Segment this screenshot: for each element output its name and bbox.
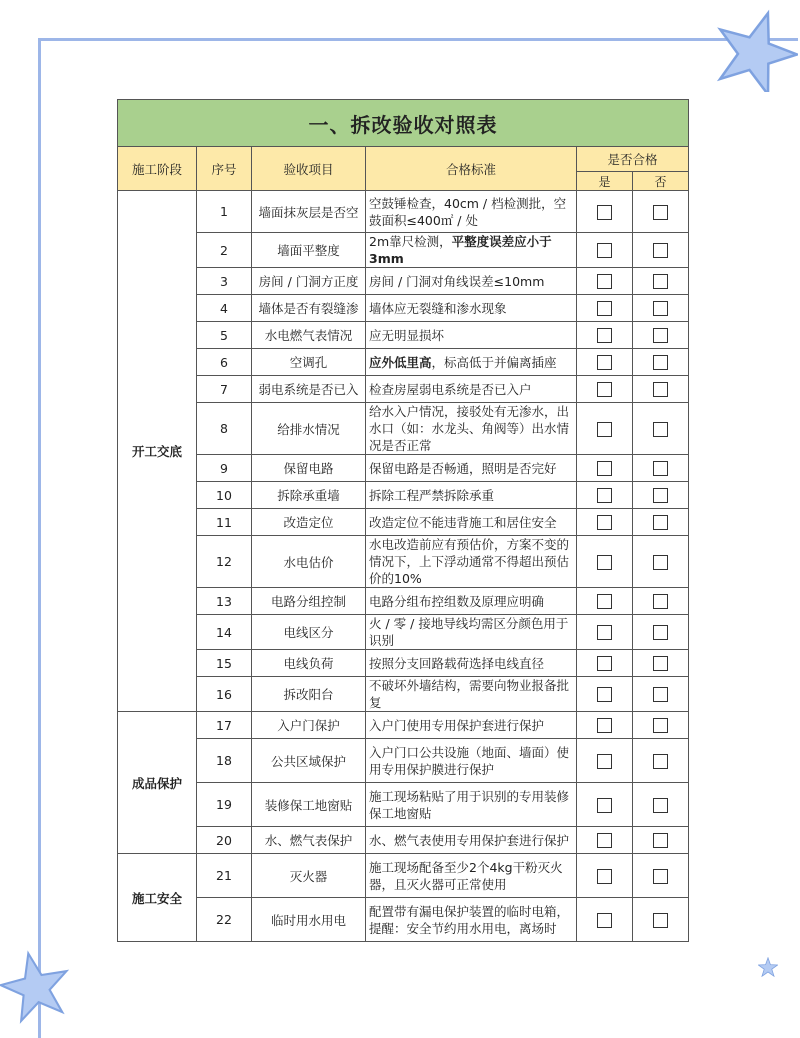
row-item: 水电估价 — [252, 536, 366, 588]
standard-text: 不破坏外墙结构，需要向物业报备批复 — [369, 678, 570, 710]
checkbox-no[interactable] — [653, 515, 668, 530]
table-row — [118, 376, 689, 403]
checkbox-yes[interactable] — [597, 243, 612, 258]
row-item: 墙体是否有裂缝渗 — [252, 295, 366, 322]
checkbox-yes[interactable] — [597, 355, 612, 370]
row-standard — [366, 827, 577, 854]
row-standard — [366, 455, 577, 482]
qualified-no-cell — [633, 650, 689, 677]
star-icon — [0, 945, 70, 1025]
qualified-no-cell — [633, 615, 689, 650]
star-icon — [758, 957, 778, 977]
qualified-yes-cell — [577, 233, 633, 268]
checkbox-yes[interactable] — [597, 754, 612, 769]
row-item: 水电燃气表情况 — [252, 322, 366, 349]
checkbox-yes[interactable] — [597, 625, 612, 640]
qualified-no-cell — [633, 854, 689, 898]
standard-text: 空鼓锤检查，40cm / 档检测批，空鼓面积≤400㎡ / 处 — [369, 195, 567, 228]
qualified-yes-cell — [577, 376, 633, 403]
checkbox-yes[interactable] — [597, 488, 612, 503]
table-row — [118, 268, 689, 295]
row-item: 临时用水用电 — [252, 898, 366, 942]
checkbox-yes[interactable] — [597, 205, 612, 220]
standard-text: 配置带有漏电保护装置的临时电箱，提醒：安全节约用水用电，离场时 — [369, 903, 570, 936]
row-standard — [366, 650, 577, 677]
qualified-yes-cell — [577, 677, 633, 712]
checkbox-no[interactable] — [653, 594, 668, 609]
table-row — [118, 898, 689, 942]
standard-text: 2m靠尺检测， — [369, 234, 452, 249]
standard-text: 应无明显损坏 — [369, 327, 445, 343]
qualified-yes-cell — [577, 615, 633, 650]
checkbox-no[interactable] — [653, 913, 668, 928]
table-title: 一、拆改验收对照表 — [118, 100, 689, 147]
standard-text: 施工现场配备至少2个4kg干粉灭火器，且灭火器可正常使用 — [369, 859, 563, 892]
standard-text: 按照分支回路载荷选择电线直径 — [369, 655, 545, 671]
row-item: 房间 / 门洞方正度 — [252, 268, 366, 295]
row-item: 电路分组控制 — [252, 588, 366, 615]
row-item: 入户门保护 — [252, 712, 366, 739]
qualified-no-cell — [633, 509, 689, 536]
row-number: 9 — [197, 455, 252, 482]
row-item: 公共区域保护 — [252, 739, 366, 783]
row-item: 灭火器 — [252, 854, 366, 898]
stage-cell: 成品保护 — [118, 712, 197, 854]
checkbox-no[interactable] — [653, 382, 668, 397]
row-number: 11 — [197, 509, 252, 536]
checkbox-yes[interactable] — [597, 328, 612, 343]
table-row — [118, 349, 689, 376]
checkbox-no[interactable] — [653, 301, 668, 316]
row-number: 10 — [197, 482, 252, 509]
checkbox-yes[interactable] — [597, 869, 612, 884]
qualified-yes-cell — [577, 650, 633, 677]
row-item: 弱电系统是否已入 — [252, 376, 366, 403]
checkbox-no[interactable] — [653, 274, 668, 289]
checkbox-yes[interactable] — [597, 274, 612, 289]
checkbox-no[interactable] — [653, 205, 668, 220]
standard-text: 墙体应无裂缝和渗水现象 — [369, 300, 507, 316]
row-standard — [366, 376, 577, 403]
row-number: 22 — [197, 898, 252, 942]
checkbox-no[interactable] — [653, 461, 668, 476]
checkbox-yes[interactable] — [597, 515, 612, 530]
row-number: 12 — [197, 536, 252, 588]
checkbox-yes[interactable] — [597, 422, 612, 437]
header-number: 序号 — [197, 147, 252, 191]
table-row — [118, 783, 689, 827]
checkbox-yes[interactable] — [597, 382, 612, 397]
row-standard — [366, 322, 577, 349]
table-row — [118, 295, 689, 322]
row-standard — [366, 295, 577, 322]
qualified-no-cell — [633, 191, 689, 233]
table-row — [118, 712, 689, 739]
row-standard — [366, 403, 577, 455]
qualified-no-cell — [633, 322, 689, 349]
checkbox-no[interactable] — [653, 833, 668, 848]
standard-text: 火 / 零 / 接地导线均需区分颜色用于识别 — [369, 616, 569, 648]
qualified-no-cell — [633, 783, 689, 827]
row-standard — [366, 536, 577, 588]
qualified-yes-cell — [577, 455, 633, 482]
standard-text: 检查房屋弱电系统是否已入户 — [369, 381, 532, 397]
qualified-no-cell — [633, 349, 689, 376]
qualified-no-cell — [633, 376, 689, 403]
header-item: 验收项目 — [252, 147, 366, 191]
table-row — [118, 322, 689, 349]
checkbox-no[interactable] — [653, 422, 668, 437]
star-icon — [714, 8, 798, 92]
checkbox-yes[interactable] — [597, 461, 612, 476]
qualified-yes-cell — [577, 739, 633, 783]
stage-cell: 施工安全 — [118, 854, 197, 942]
qualified-yes-cell — [577, 349, 633, 376]
checkbox-yes[interactable] — [597, 913, 612, 928]
table-row — [118, 536, 689, 588]
row-standard — [366, 677, 577, 712]
qualified-no-cell — [633, 712, 689, 739]
row-number: 5 — [197, 322, 252, 349]
standard-text: 水、燃气表使用专用保护套进行保护 — [369, 832, 570, 848]
standard-text: 入户门口公共设施（地面、墙面）使用专用保护膜进行保护 — [369, 744, 570, 777]
qualified-no-cell — [633, 233, 689, 268]
row-item: 水、燃气表保护 — [252, 827, 366, 854]
table-row — [118, 191, 689, 233]
row-standard — [366, 615, 577, 650]
checkbox-yes[interactable] — [597, 555, 612, 570]
table-row — [118, 509, 689, 536]
row-item: 电线负荷 — [252, 650, 366, 677]
qualified-no-cell — [633, 739, 689, 783]
qualified-yes-cell — [577, 191, 633, 233]
row-number: 20 — [197, 827, 252, 854]
checkbox-yes[interactable] — [597, 718, 612, 733]
row-standard — [366, 588, 577, 615]
standard-bold-text: 平整度误差应小于3mm — [369, 234, 552, 266]
standard-text: 施工现场粘贴了用于识别的专用装修保工地窗贴 — [369, 788, 570, 821]
checkbox-no[interactable] — [653, 328, 668, 343]
qualified-yes-cell — [577, 588, 633, 615]
qualified-yes-cell — [577, 268, 633, 295]
row-item: 拆改阳台 — [252, 677, 366, 712]
qualified-no-cell — [633, 677, 689, 712]
qualified-yes-cell — [577, 536, 633, 588]
table-row — [118, 854, 689, 898]
checkbox-no[interactable] — [653, 798, 668, 813]
qualified-no-cell — [633, 536, 689, 588]
row-standard — [366, 268, 577, 295]
table-row — [118, 455, 689, 482]
table-row — [118, 588, 689, 615]
row-number: 21 — [197, 854, 252, 898]
qualified-no-cell — [633, 403, 689, 455]
checkbox-no[interactable] — [653, 555, 668, 570]
checkbox-no[interactable] — [653, 869, 668, 884]
checkbox-no[interactable] — [653, 488, 668, 503]
header-no: 否 — [633, 172, 689, 191]
checkbox-yes[interactable] — [597, 798, 612, 813]
header-standard: 合格标准 — [366, 147, 577, 191]
checkbox-no[interactable] — [653, 656, 668, 671]
qualified-no-cell — [633, 295, 689, 322]
standard-text: ，标高低于并偏离插座 — [431, 354, 557, 370]
standard-text: 给水入户情况，接驳处有无渗水，出水口（如：水龙头、角阀等）出水情况是否正常 — [369, 404, 570, 453]
checkbox-no[interactable] — [653, 355, 668, 370]
table-row — [118, 650, 689, 677]
qualified-yes-cell — [577, 403, 633, 455]
row-item: 改造定位 — [252, 509, 366, 536]
row-number: 2 — [197, 233, 252, 268]
row-number: 14 — [197, 615, 252, 650]
qualified-yes-cell — [577, 712, 633, 739]
table-row — [118, 677, 689, 712]
row-standard — [366, 783, 577, 827]
qualified-no-cell — [633, 827, 689, 854]
row-item: 墙面抹灰层是否空 — [252, 191, 366, 233]
qualified-no-cell — [633, 588, 689, 615]
row-number: 7 — [197, 376, 252, 403]
row-number: 18 — [197, 739, 252, 783]
standard-text: 房间 / 门洞对角线误差≤10mm — [369, 273, 545, 289]
row-item: 电线区分 — [252, 615, 366, 650]
qualified-yes-cell — [577, 827, 633, 854]
standard-text: 保留电路是否畅通，照明是否完好 — [369, 460, 557, 476]
row-standard — [366, 509, 577, 536]
qualified-yes-cell — [577, 482, 633, 509]
qualified-no-cell — [633, 268, 689, 295]
row-number: 15 — [197, 650, 252, 677]
table-row — [118, 739, 689, 783]
row-number: 3 — [197, 268, 252, 295]
standard-text: 改造定位不能违背施工和居住安全 — [369, 514, 557, 530]
checkbox-yes[interactable] — [597, 656, 612, 671]
row-number: 8 — [197, 403, 252, 455]
standard-text: 拆除工程严禁拆除承重 — [369, 487, 495, 503]
row-item: 墙面平整度 — [252, 233, 366, 268]
row-standard — [366, 482, 577, 509]
row-item: 空调孔 — [252, 349, 366, 376]
qualified-no-cell — [633, 482, 689, 509]
row-standard — [366, 739, 577, 783]
qualified-yes-cell — [577, 322, 633, 349]
row-standard — [366, 349, 577, 376]
checkbox-yes[interactable] — [597, 687, 612, 702]
row-standard — [366, 712, 577, 739]
table-row — [118, 403, 689, 455]
checkbox-no[interactable] — [653, 687, 668, 702]
row-standard — [366, 233, 577, 268]
header-qualified: 是否合格 — [577, 147, 689, 172]
qualified-yes-cell — [577, 783, 633, 827]
row-standard — [366, 898, 577, 942]
standard-text: 入户门使用专用保护套进行保护 — [369, 717, 545, 733]
standard-text: 电路分组布控组数及原理应明确 — [369, 593, 545, 609]
row-number: 4 — [197, 295, 252, 322]
row-item: 拆除承重墙 — [252, 482, 366, 509]
checkbox-yes[interactable] — [597, 833, 612, 848]
qualified-yes-cell — [577, 509, 633, 536]
row-number: 19 — [197, 783, 252, 827]
qualified-yes-cell — [577, 898, 633, 942]
checkbox-yes[interactable] — [597, 301, 612, 316]
row-item: 给排水情况 — [252, 403, 366, 455]
standard-text: 水电改造前应有预估价，方案不变的情况下，上下浮动通常不得超出预估价的10% — [369, 537, 570, 586]
checkbox-no[interactable] — [653, 243, 668, 258]
qualified-yes-cell — [577, 854, 633, 898]
row-standard — [366, 854, 577, 898]
header-yes: 是 — [577, 172, 633, 191]
qualified-no-cell — [633, 898, 689, 942]
checkbox-no[interactable] — [653, 718, 668, 733]
table-row — [118, 482, 689, 509]
table-body — [118, 191, 689, 942]
checkbox-no[interactable] — [653, 625, 668, 640]
qualified-yes-cell — [577, 295, 633, 322]
stage-cell: 开工交底 — [118, 191, 197, 712]
standard-bold-text: 应外低里高 — [369, 354, 432, 370]
checkbox-yes[interactable] — [597, 594, 612, 609]
row-item: 保留电路 — [252, 455, 366, 482]
acceptance-table — [117, 99, 689, 942]
header-stage: 施工阶段 — [118, 147, 197, 191]
table-row — [118, 827, 689, 854]
row-number: 1 — [197, 191, 252, 233]
row-number: 6 — [197, 349, 252, 376]
row-item: 装修保工地窗贴 — [252, 783, 366, 827]
row-standard — [366, 191, 577, 233]
table-row — [118, 233, 689, 268]
row-number: 17 — [197, 712, 252, 739]
row-number: 16 — [197, 677, 252, 712]
checkbox-no[interactable] — [653, 754, 668, 769]
table-row — [118, 615, 689, 650]
qualified-no-cell — [633, 455, 689, 482]
row-number: 13 — [197, 588, 252, 615]
